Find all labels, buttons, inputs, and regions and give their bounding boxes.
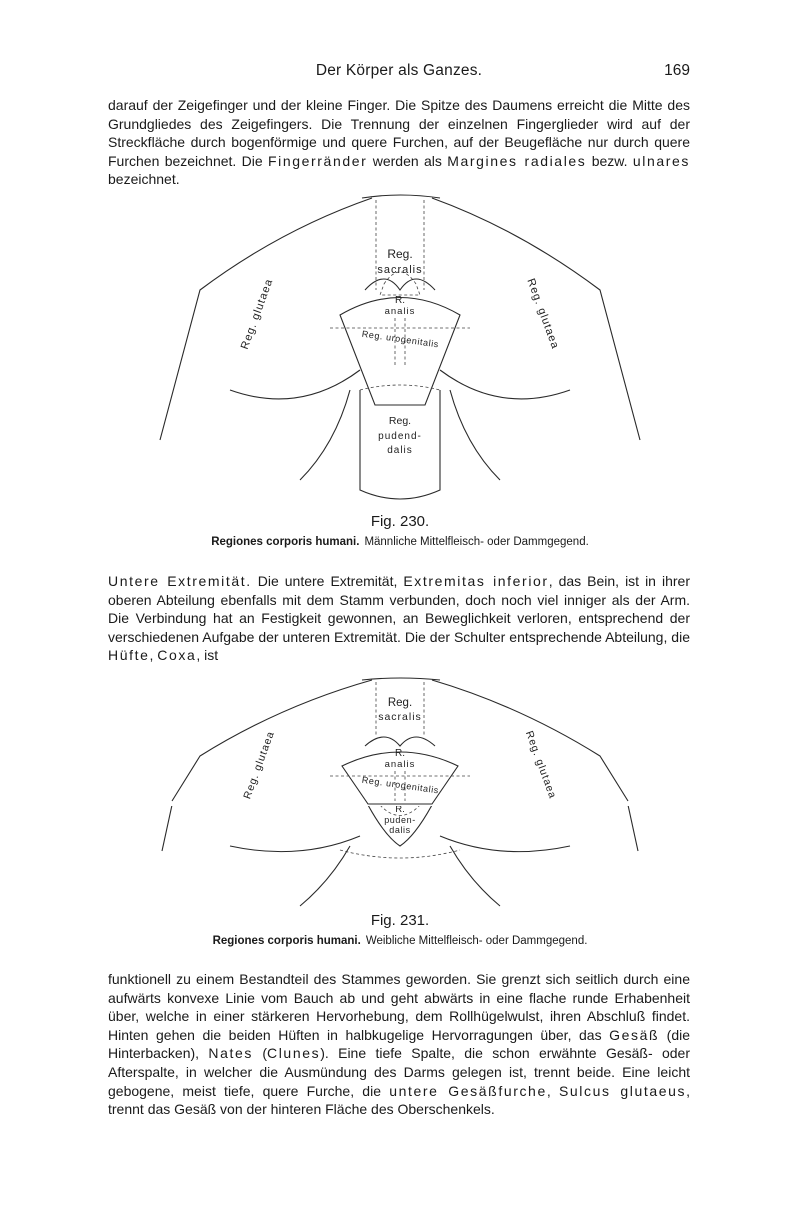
figure-230-illustration: [0, 190, 800, 510]
label-reg-glutaea-left: Reg. glutaea: [238, 276, 276, 351]
text-run: (: [252, 1045, 268, 1062]
label-r-analis-2: analis: [384, 306, 416, 317]
label-reg-sacralis-1: Reg.: [387, 697, 413, 709]
text-run: ,: [546, 1082, 559, 1099]
term-untere-extremitaet: Untere Extremität.: [108, 573, 252, 589]
text-run: , ist: [196, 647, 219, 664]
term-untere-gesaessfurche: untere Gesäßfurche: [389, 1082, 547, 1099]
paragraph-huefte: [108, 970, 690, 1119]
term-coxa: Coxa: [157, 647, 197, 664]
term-extremitas-inferior: Extremitas inferior: [403, 573, 549, 589]
term-ulnares: ulnares: [632, 152, 691, 169]
text-run: Die untere Extremität,: [251, 573, 404, 589]
paragraph-fingers: [108, 96, 690, 189]
term-margines-radiales: Margines radiales: [447, 152, 587, 169]
label-r-pudendalis-1: R.: [395, 806, 405, 815]
figure-231-caption-text: Weibliche Mittelfleisch- oder Dammgegend.: [365, 935, 588, 947]
label-r-pudendalis-3: dalis: [389, 825, 411, 835]
figure-230-caption-bold: Regiones corporis humani.: [211, 536, 360, 548]
text-run: (die Hinterbacken),: [108, 1026, 691, 1062]
label-r-pudendalis-2: puden-: [384, 815, 416, 825]
label-reg-glutaea-right: Reg. glutaea: [522, 729, 559, 801]
term-sulcus-glutaeus: Sulcus glutaeus: [558, 1082, 687, 1099]
figure-231-label: Fig. 231.: [370, 912, 430, 929]
term-gesaess: Gesäß: [609, 1026, 660, 1043]
label-reg-sacralis-2: sacralis: [377, 264, 423, 276]
paragraph-untere-extremitaet: [108, 572, 690, 665]
text-run: ,: [149, 647, 158, 664]
label-r-analis-2: analis: [384, 759, 416, 770]
term-clunes: Clunes: [267, 1045, 321, 1062]
running-head: [108, 62, 690, 86]
label-r-analis-1: R.: [395, 748, 405, 759]
figure-230-label: Fig. 230.: [370, 513, 430, 530]
text-run: werden als: [367, 152, 448, 169]
label-reg-glutaea-left: Reg. glutaea: [241, 729, 278, 801]
figure-231-illustration-lower: [0, 806, 800, 910]
text-run: bezeichnet.: [108, 171, 180, 188]
term-fingerraender: Fingerränder: [268, 152, 368, 169]
label-reg-glutaea-right: Reg. glutaea: [524, 276, 562, 351]
label-reg-pudendalis-3: dalis: [387, 445, 413, 456]
label-reg-sacralis-1: Reg.: [387, 247, 413, 261]
label-reg-pudendalis-2: pudend-: [378, 431, 422, 442]
label-reg-sacralis-2: sacralis: [378, 711, 422, 723]
text-run: darauf der Zeigefinger und der kleine Finger. Die Spitze des Daumens erreicht die Mitte des Grundgliedes des Zeigefingers. Die Trennung der einzelnen Fingerglieder wird auf der Streckfläche durch bogenförmige und quere Furchen, auf der Beugefläche nur durch quere Furchen bezeichnet. Die: [108, 97, 690, 169]
label-r-analis-1: R.: [395, 295, 405, 306]
term-huefte: Hüfte: [108, 647, 150, 664]
text-run: ). Eine tiefe Spalte, die schon erwähnte Gesäß- oder Afterspalte, in welcher die Ausmündung des Darms gelegen ist, trennt beide. Eine leicht gebogene, meist tiefe, quere Furche, die: [108, 1045, 690, 1099]
running-title: Der Körper als Ganzes.: [315, 62, 483, 79]
text-run: bezw.: [586, 152, 633, 169]
term-nates: Nates: [208, 1045, 253, 1062]
label-reg-urogenitalis: Reg. urogenitalis: [361, 328, 440, 350]
figure-231-caption-bold: Regiones corporis humani.: [212, 935, 361, 947]
figure-231-caption: [0, 935, 800, 947]
label-reg-urogenitalis: Reg. urogenitalis: [361, 774, 440, 796]
figure-231-illustration: [0, 676, 800, 806]
figure-230-caption-text: Männliche Mittelfleisch- oder Dammgegend.: [364, 536, 589, 548]
text-run: , das Bein, ist in ihrer oberen Abteilung ebenfalls mit dem Stamm verbunden, doch noch viel inniger als der Arm. Die Verbindung hat an Festigkeit gewonnen, an Beweglichkeit verloren, entsprechend der verschiedenen Aufgabe der unteren Extremität. Die der Schulter entsprechende Abteilung, die: [108, 573, 690, 645]
text-run: , trennt das Gesäß von der hinteren Fläche des Oberschenkels.: [108, 1082, 691, 1118]
page-number: 169: [664, 62, 690, 79]
figure-230-caption: [0, 536, 800, 548]
label-reg-pudendalis-1: Reg.: [388, 415, 412, 427]
text-run: funktionell zu einem Bestandteil des Stammes geworden. Sie grenzt sich seitlich durch eine aufwärts konvexe Linie vom Bauch ab und geht abwärts in eine flache runde Erhabenheit über, welche in einer stärkeren Hervorhebung, dem Rollhügelwulst, ihren Abschluß findet. Hinten gehen die beiden Hüften in halbkugelige Hervorragungen über, das: [108, 971, 690, 1043]
